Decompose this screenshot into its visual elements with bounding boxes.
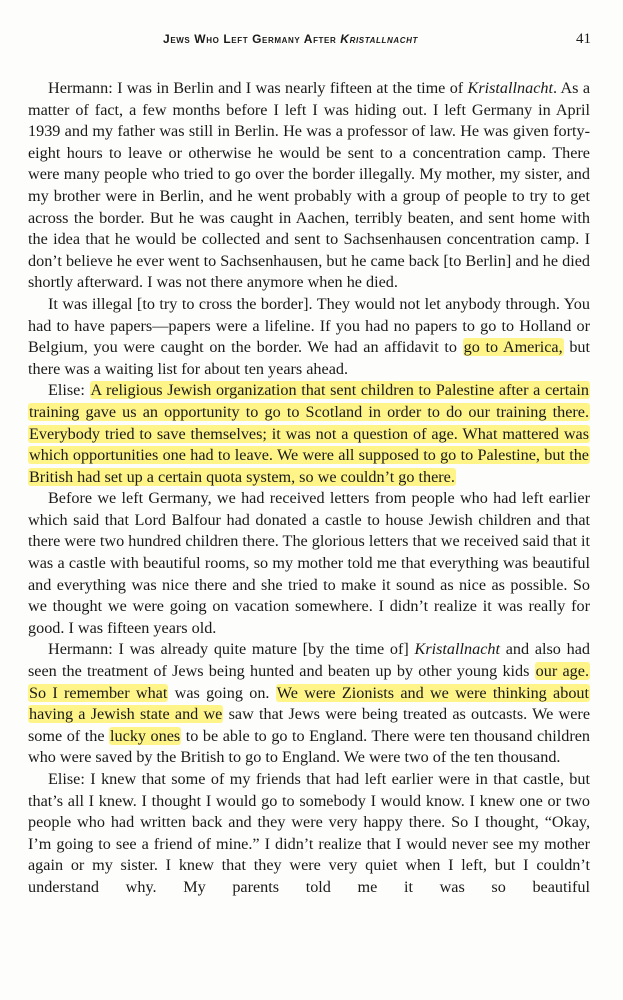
highlight: We were Zionists and we were thinking about having a Jewish state and we <box>29 683 590 724</box>
paragraph-4: Before we left Germany, we had received letters from people who had left earlier which said that Lord Balfour had donated a castle to house Jewish children and that there were two hundred children there. The glorious letters that we received said that it was a castle with beautiful rooms, so my mother told me that everything was beautiful and everything was nice there and she tried to make it sound as nice as possible. So we thought we were going on vacation somewhere. I didn’t realize it was really for good. I was fifteen years old. <box>28 489 591 637</box>
paragraph-1: Hermann: I was in Berlin and I was nearly fifteen at the time of Kristallnacht. As a matter of fact, a few months before I left I was hiding out. I left Germany in April 1939 and my father was still in Berlin. He was a professor of law. He was given forty-eight hours to leave or otherwise he would be sent to a concentration camp. There were many people who tried to go over the border illegally. My mother, my sister, and my brother were in Berlin, and he went probably with a group of people to try to get across the border. But he was caught in Aachen, terribly beaten, and sent home with the idea that he would be collected and sent to Sachsenhausen concentration camp. I don’t believe he ever went to Sachsenhausen, but he came back [to Berlin] and he died shortly afterward. I was not there anymore when he died. <box>28 79 591 292</box>
highlight: lucky ones <box>110 726 181 745</box>
running-title <box>30 32 551 46</box>
highlight: go to America, <box>463 338 563 357</box>
running-title-emphasis: Kristallnacht <box>340 32 418 46</box>
paragraph-5: Hermann: I was already quite mature [by the time of] Kristallnacht and also had seen the treatment of Jews being hunted and beaten up by other young kids our age. So I remember what was going on. We were Zionists and we were thinking about having a Jewish state and we saw that Jews were being treated as outcasts. We were some of the lucky ones to be able to go to England. There were ten thousand children who were saved by the British to go to England. We were two of the ten thousand. <box>28 640 591 767</box>
paragraph-2: It was illegal [to try to cross the border]. They would not let anybody through. You had to have papers—papers were a lifeline. If you had no papers to go to Holland or Belgium, you were caught on the border. We had an affidavit to go to America, but there was a waiting list for about ten years ahead. <box>28 294 591 378</box>
page-number: 41 <box>576 31 591 47</box>
running-title-text: Jews Who Left Germany After <box>163 32 341 46</box>
body-text <box>28 78 590 899</box>
paragraph-3: Elise: A religious Jewish organization that sent children to Palestine after a certain training gave us an opportunity to go to Scotland in order to do our training there. Everybody tried to save themselves; it was not a question of age. What mattered was which opportunities one had to leave. We were all supposed to go to Palestine, but the British had set up a certain quota system, so we couldn’t go there. <box>29 381 589 486</box>
highlight: our age. So I remember what <box>29 662 589 702</box>
highlight: A religious Jewish organization that sent children to Palestine after a certain training gave us an opportunity to go to Scotland in order to do our training there. Everybody tried to save themselves; it was not a question of age. What mattered was which opportunities one had to leave. We were all supposed to go to Palestine, but the British had set up a certain quota system, so we couldn’t go there. <box>29 381 589 486</box>
page-header <box>30 32 591 52</box>
paragraph-6: Elise: I knew that some of my friends that had left earlier were in that castle, but that’s all I knew. I thought I would go to somebody I would know. I knew one or two people who had written back and they were very happy there. So I thought, “Okay, I’m going to see a friend of mine.” I didn’t realize that I would never see my mother again or my sister. I knew that they were very quiet when I left, but I couldn’t understand why. My parents told me it was so beautiful <box>28 770 590 896</box>
